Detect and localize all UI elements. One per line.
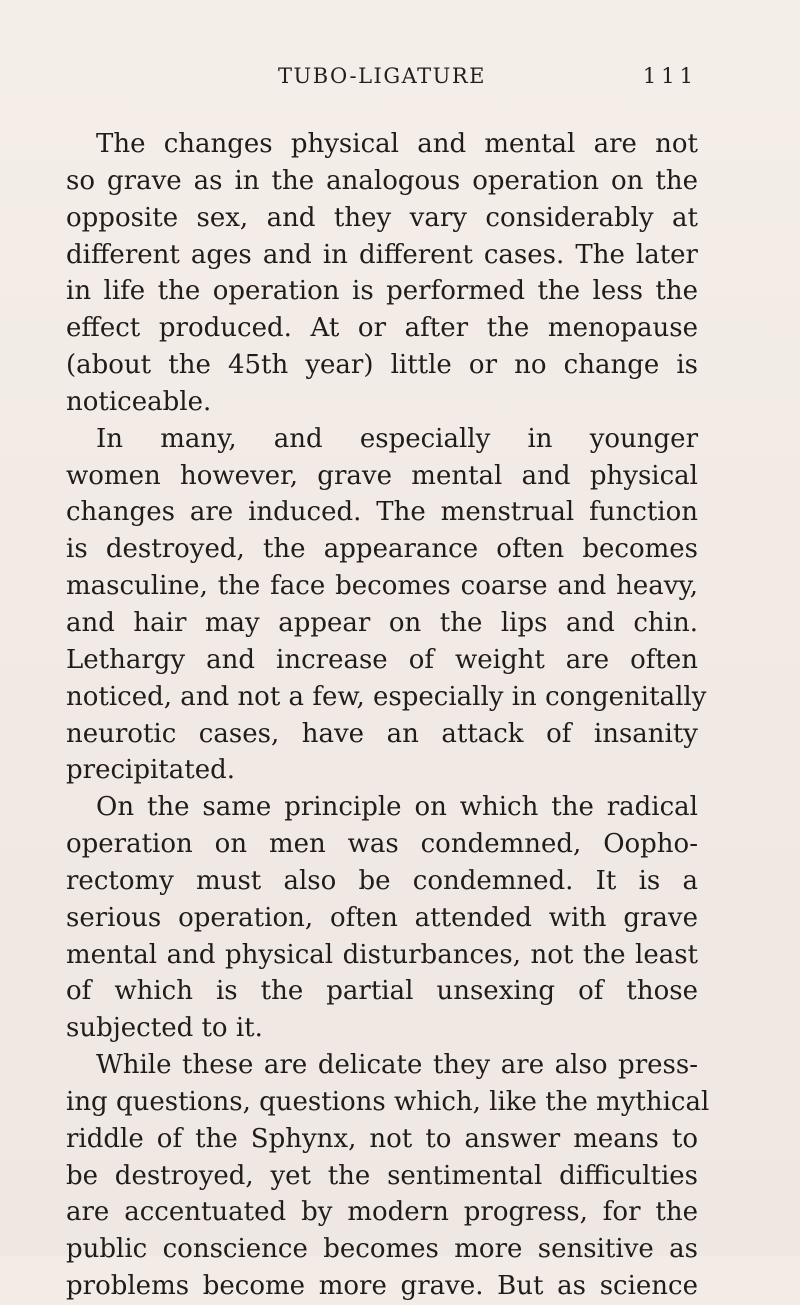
text-line: be destroyed, yet the sentimental difficulties	[66, 1160, 698, 1191]
text-line: different ages and in different cases. The later	[66, 239, 698, 270]
body-text	[66, 126, 710, 1305]
text-line: effect produced. At or after the menopause	[66, 313, 698, 344]
text-line: On the same principle on which the radical	[96, 792, 698, 823]
text-line: so grave as in the analogous operation on the	[66, 165, 698, 196]
text-line: are accentuated by modern progress, for the	[66, 1197, 698, 1228]
text-line: and hair may appear on the lips and chin.	[66, 607, 698, 638]
text-line: public conscience becomes more sensitive as	[66, 1234, 698, 1265]
text-line: rectomy must also be condemned. It is a	[66, 865, 698, 896]
text-line: ing questions, questions which, like the mythical	[66, 1086, 710, 1117]
text-line: (about the 45th year) little or no change is	[66, 350, 698, 381]
text-line: subjected to it.	[66, 1013, 263, 1044]
text-line: mental and physical disturbances, not the least	[66, 939, 698, 970]
text-line: neurotic cases, have an attack of insanity	[66, 718, 698, 749]
text-line: precipitated.	[66, 755, 235, 786]
text-line: riddle of the Sphynx, not to answer means to	[66, 1123, 698, 1154]
text-line: is destroyed, the appearance often becomes	[66, 534, 698, 565]
page-number: 111	[642, 64, 698, 88]
text-line: women however, grave mental and physical	[66, 460, 698, 491]
text-line: changes are induced. The menstrual function	[66, 497, 698, 528]
text-line: serious operation, often attended with grave	[66, 902, 698, 933]
running-title: TUBO-LIGATURE	[278, 64, 486, 88]
text-line: opposite sex, and they vary considerably at	[66, 202, 698, 233]
text-line: operation on men was condemned, Oopho-	[66, 829, 698, 860]
running-head	[66, 60, 698, 100]
text-line: of which is the partial unsexing of those	[66, 976, 698, 1007]
text-line: The changes physical and mental are not	[96, 129, 698, 159]
text-line: Lethargy and increase of weight are often	[66, 644, 698, 675]
text-line: noticed, and not a few, especially in congenitally	[66, 681, 707, 712]
text-line: problems become more grave. But as science	[66, 1271, 698, 1302]
text-line: masculine, the face becomes coarse and heavy,	[66, 571, 698, 602]
text-line: While these are delicate they are also press-	[96, 1050, 698, 1081]
text-line: in life the operation is performed the less the	[66, 276, 698, 307]
text-line: noticeable.	[66, 386, 212, 417]
text-line: In many, and especially in younger	[96, 423, 698, 454]
